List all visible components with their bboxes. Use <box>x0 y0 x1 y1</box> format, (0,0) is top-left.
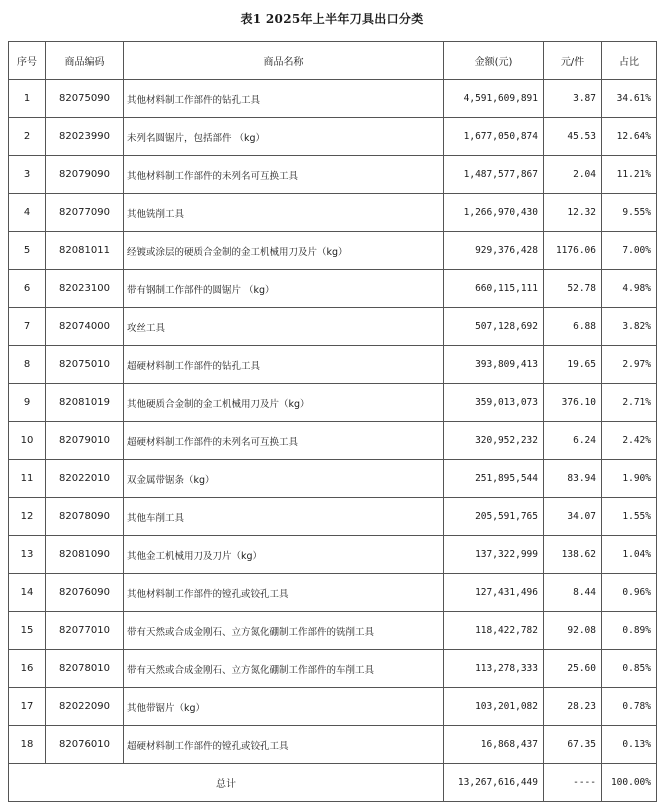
cell-index: 17 <box>9 688 46 726</box>
table-row <box>9 574 657 612</box>
cell-unit-price: 92.08 <box>544 612 602 650</box>
cell-code: 82022090 <box>46 688 124 726</box>
header-code: 商品编码 <box>46 42 124 80</box>
cell-unit-price: 138.62 <box>544 536 602 574</box>
cell-amount: 507,128,692 <box>444 308 544 346</box>
table-row <box>9 650 657 688</box>
cell-code: 82077090 <box>46 194 124 232</box>
cell-amount: 4,591,609,891 <box>444 80 544 118</box>
table-row <box>9 498 657 536</box>
cell-code: 82022010 <box>46 460 124 498</box>
cell-share: 7.00% <box>602 232 657 270</box>
cell-amount: 320,952,232 <box>444 422 544 460</box>
cell-code: 82076010 <box>46 726 124 764</box>
total-row <box>9 764 657 802</box>
cell-index: 9 <box>9 384 46 422</box>
cell-code: 82079010 <box>46 422 124 460</box>
table-row <box>9 308 657 346</box>
cell-unit-price: 34.07 <box>544 498 602 536</box>
cell-share: 11.21% <box>602 156 657 194</box>
cell-amount: 660,115,111 <box>444 270 544 308</box>
cell-name: 带有天然或合成金刚石、立方氮化硼制工作部件的铣削工具 <box>124 612 444 650</box>
cell-code: 82079090 <box>46 156 124 194</box>
table-row <box>9 612 657 650</box>
header-index: 序号 <box>9 42 46 80</box>
cell-index: 15 <box>9 612 46 650</box>
cell-name: 超硬材料制工作部件的钻孔工具 <box>124 346 444 384</box>
cell-amount: 1,487,577,867 <box>444 156 544 194</box>
cell-amount: 103,201,082 <box>444 688 544 726</box>
header-share: 占比 <box>602 42 657 80</box>
cell-unit-price: 3.87 <box>544 80 602 118</box>
cell-name: 其他带锯片（kg） <box>124 688 444 726</box>
cell-share: 4.98% <box>602 270 657 308</box>
cell-code: 82077010 <box>46 612 124 650</box>
cell-index: 12 <box>9 498 46 536</box>
cell-share: 2.97% <box>602 346 657 384</box>
table-row <box>9 156 657 194</box>
cell-code: 82078010 <box>46 650 124 688</box>
cell-amount: 127,431,496 <box>444 574 544 612</box>
cell-code: 82081019 <box>46 384 124 422</box>
total-share: 100.00% <box>602 764 657 802</box>
cell-code: 82076090 <box>46 574 124 612</box>
cell-code: 82075010 <box>46 346 124 384</box>
cell-index: 11 <box>9 460 46 498</box>
cell-index: 1 <box>9 80 46 118</box>
cell-index: 16 <box>9 650 46 688</box>
cell-share: 9.55% <box>602 194 657 232</box>
cell-amount: 118,422,782 <box>444 612 544 650</box>
cell-share: 2.42% <box>602 422 657 460</box>
cell-amount: 1,677,050,874 <box>444 118 544 156</box>
cell-index: 8 <box>9 346 46 384</box>
table-row <box>9 536 657 574</box>
cell-name: 其他车削工具 <box>124 498 444 536</box>
total-amount: 13,267,616,449 <box>444 764 544 802</box>
cell-name: 带有钢制工作部件的圆锯片 （kg） <box>124 270 444 308</box>
export-table <box>8 41 657 802</box>
table-row <box>9 80 657 118</box>
cell-name: 其他硬质合金制的金工机械用刀及片（kg） <box>124 384 444 422</box>
cell-code: 82081011 <box>46 232 124 270</box>
cell-unit-price: 25.60 <box>544 650 602 688</box>
table-row <box>9 270 657 308</box>
cell-name: 攻丝工具 <box>124 308 444 346</box>
cell-share: 3.82% <box>602 308 657 346</box>
header-amount: 金额(元) <box>444 42 544 80</box>
cell-amount: 359,013,073 <box>444 384 544 422</box>
cell-index: 5 <box>9 232 46 270</box>
cell-name: 其他材料制工作部件的镗孔或铰孔工具 <box>124 574 444 612</box>
table-title: 表1 2025年上半年刀具出口分类 <box>240 12 424 26</box>
cell-unit-price: 19.65 <box>544 346 602 384</box>
cell-unit-price: 83.94 <box>544 460 602 498</box>
cell-unit-price: 2.04 <box>544 156 602 194</box>
total-label: 总计 <box>9 764 444 802</box>
cell-name: 未列名圆锯片，包括部件 （kg） <box>124 118 444 156</box>
table-row <box>9 346 657 384</box>
table-row <box>9 384 657 422</box>
table-row <box>9 118 657 156</box>
cell-amount: 205,591,765 <box>444 498 544 536</box>
cell-share: 1.90% <box>602 460 657 498</box>
cell-code: 82078090 <box>46 498 124 536</box>
table-body <box>9 80 657 764</box>
cell-unit-price: 52.78 <box>544 270 602 308</box>
cell-name: 超硬材料制工作部件的未列名可互换工具 <box>124 422 444 460</box>
cell-unit-price: 1176.06 <box>544 232 602 270</box>
cell-code: 82074000 <box>46 308 124 346</box>
cell-index: 10 <box>9 422 46 460</box>
cell-code: 82081090 <box>46 536 124 574</box>
cell-index: 3 <box>9 156 46 194</box>
cell-share: 0.85% <box>602 650 657 688</box>
cell-unit-price: 45.53 <box>544 118 602 156</box>
cell-unit-price: 6.88 <box>544 308 602 346</box>
cell-amount: 16,868,437 <box>444 726 544 764</box>
cell-index: 18 <box>9 726 46 764</box>
cell-share: 0.13% <box>602 726 657 764</box>
cell-name: 其他材料制工作部件的钻孔工具 <box>124 80 444 118</box>
cell-unit-price: 28.23 <box>544 688 602 726</box>
cell-amount: 393,809,413 <box>444 346 544 384</box>
table-row <box>9 232 657 270</box>
cell-index: 6 <box>9 270 46 308</box>
cell-name: 其他金工机械用刀及刀片（kg） <box>124 536 444 574</box>
cell-name: 其他材料制工作部件的未列名可互换工具 <box>124 156 444 194</box>
table-row <box>9 422 657 460</box>
table-row <box>9 726 657 764</box>
cell-index: 14 <box>9 574 46 612</box>
cell-index: 7 <box>9 308 46 346</box>
cell-name: 超硬材料制工作部件的镗孔或铰孔工具 <box>124 726 444 764</box>
cell-unit-price: 8.44 <box>544 574 602 612</box>
header-unit-price: 元/件 <box>544 42 602 80</box>
cell-code: 82075090 <box>46 80 124 118</box>
cell-share: 34.61% <box>602 80 657 118</box>
cell-unit-price: 376.10 <box>544 384 602 422</box>
cell-amount: 113,278,333 <box>444 650 544 688</box>
cell-amount: 251,895,544 <box>444 460 544 498</box>
cell-index: 4 <box>9 194 46 232</box>
cell-name: 经镀或涂层的硬质合金制的金工机械用刀及片（kg） <box>124 232 444 270</box>
cell-name: 其他铣削工具 <box>124 194 444 232</box>
cell-code: 82023100 <box>46 270 124 308</box>
cell-index: 13 <box>9 536 46 574</box>
cell-share: 1.55% <box>602 498 657 536</box>
cell-share: 0.78% <box>602 688 657 726</box>
header-name: 商品名称 <box>124 42 444 80</box>
cell-unit-price: 6.24 <box>544 422 602 460</box>
table-row <box>9 460 657 498</box>
cell-name: 带有天然或合成金刚石、立方氮化硼制工作部件的车削工具 <box>124 650 444 688</box>
total-unit-price: ---- <box>544 764 602 802</box>
cell-share: 0.96% <box>602 574 657 612</box>
cell-amount: 137,322,999 <box>444 536 544 574</box>
cell-name: 双金属带锯条（kg） <box>124 460 444 498</box>
table-row <box>9 688 657 726</box>
table-row <box>9 194 657 232</box>
cell-share: 1.04% <box>602 536 657 574</box>
cell-share: 0.89% <box>602 612 657 650</box>
header-row <box>9 42 657 80</box>
cell-amount: 929,376,428 <box>444 232 544 270</box>
cell-unit-price: 12.32 <box>544 194 602 232</box>
cell-code: 82023990 <box>46 118 124 156</box>
cell-share: 12.64% <box>602 118 657 156</box>
cell-amount: 1,266,970,430 <box>444 194 544 232</box>
cell-index: 2 <box>9 118 46 156</box>
cell-unit-price: 67.35 <box>544 726 602 764</box>
cell-share: 2.71% <box>602 384 657 422</box>
